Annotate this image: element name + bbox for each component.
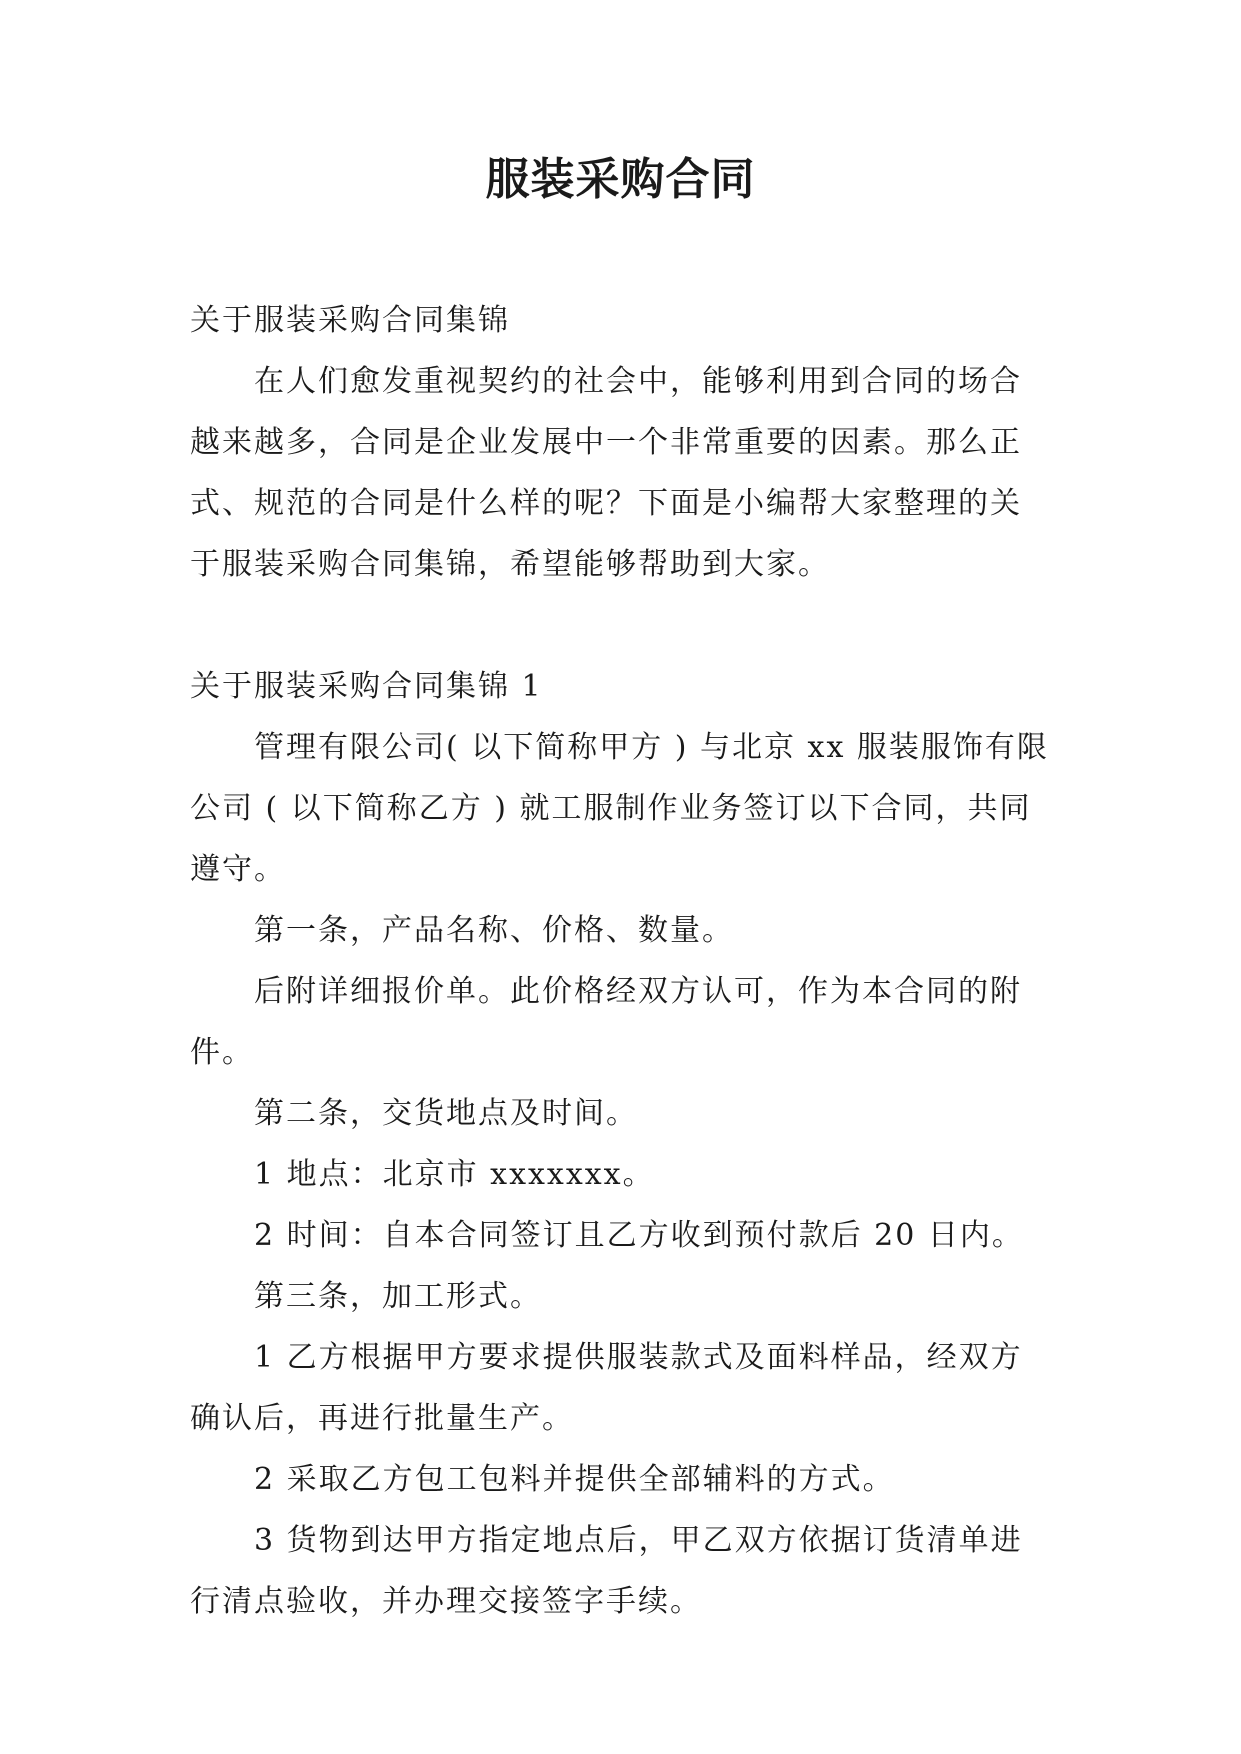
article-heading: 第二条，交货地点及时间。 [254,1096,638,1131]
document-title: 服装采购合同 [485,154,756,205]
contract-item: 1 乙方根据甲方要求提供服装款式及面料样品，经双方确认后，再进行批量生产。 [190,1340,1023,1436]
contract-item: 3 货物到达甲方指定地点后，甲乙双方依据订货清单进行清点验收，并办理交接签字手续。 [190,1523,1023,1619]
article-heading: 第一条，产品名称、价格、数量。 [254,913,734,948]
contract-item: 1 地点：北京市 xxxxxxx。 [254,1157,655,1192]
contract-paragraph: 管理有限公司( 以下简称甲方 ) 与北京 xx 服装服饰有限公司 ( 以下简称乙方 ) 就工服制作业务签订以下合同，共同遵守。 [190,730,1049,887]
section-spacer [190,595,1052,656]
contract-item: 2 时间：自本合同签订且乙方收到预付款后 20 日内。 [254,1218,1024,1253]
intro-paragraph: 在人们愈发重视契约的社会中，能够利用到合同的场合越来越多，合同是企业发展中一个非常重要的因素。那么正式、规范的合同是什么样的呢？下面是小编帮大家整理的关于服装采购合同集锦，希望能够帮助到大家。 [190,364,1022,582]
document-body [190,290,1052,1632]
section-heading: 关于服装采购合同集锦 1 [190,669,543,704]
contract-item: 2 采取乙方包工包料并提供全部辅料的方式。 [254,1462,895,1497]
contract-paragraph: 后附详细报价单。此价格经双方认可，作为本合同的附件。 [190,974,1022,1070]
intro-heading: 关于服装采购合同集锦 [190,303,510,338]
article-heading: 第三条，加工形式。 [254,1279,542,1314]
